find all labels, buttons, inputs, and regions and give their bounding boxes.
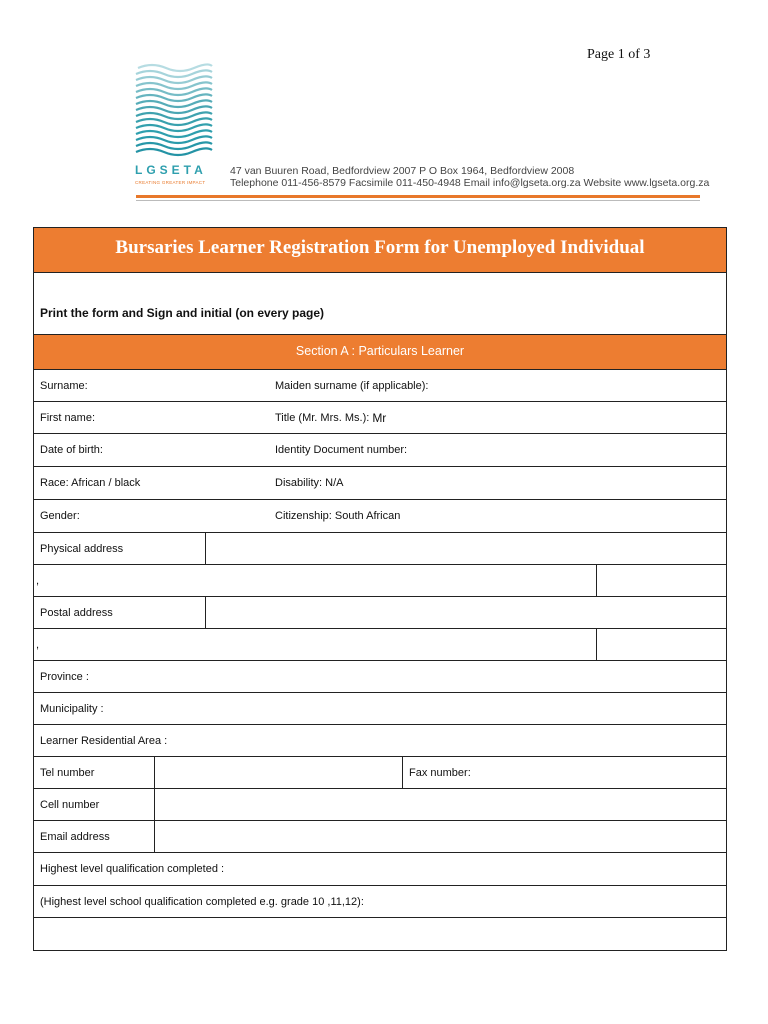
first-name-row [34,401,726,433]
email-row [34,820,726,852]
tel-label: Tel number [40,766,95,779]
title-value: Mr [372,410,387,425]
school-qualification-input-row [34,917,726,950]
section-a-header: Section A : Particulars Learner [34,334,726,369]
registration-form [33,227,727,951]
municipality-row [34,692,726,724]
physical-address-label: Physical address [40,542,124,555]
address-line: 47 van Buuren Road, Bedfordview 2007 P O Box 1964, Bedfordview 2008 [230,165,575,177]
postal-address-row [34,596,726,628]
municipality-label[interactable]: Municipality : [40,702,104,715]
gender-label[interactable]: Gender: [40,510,80,522]
cell-input[interactable] [154,789,726,820]
cell-row [34,788,726,820]
dob-label[interactable]: Date of birth: [40,444,103,456]
disability-label[interactable]: Disability: N/A [275,477,344,489]
instruction-row [34,272,726,334]
email-label: Email address [40,830,110,843]
postal-address-cont[interactable]: , [36,638,40,651]
form-title: Bursaries Learner Registration Form for Unemployed Individual [34,228,726,272]
header-rule-orange [136,195,700,198]
physical-code-input[interactable] [596,565,726,596]
postal-address-input[interactable] [205,597,726,628]
email-input[interactable] [154,821,726,852]
residential-area-row [34,724,726,756]
title-field[interactable] [269,402,726,433]
province-row [34,660,726,692]
surname-row [34,369,726,401]
lgseta-logo [132,60,214,200]
school-qualification-input[interactable] [34,918,726,950]
wave-logo-icon [132,60,214,160]
dob-row [34,433,726,466]
surname-label[interactable]: Surname: [40,379,88,392]
highest-qualification-label[interactable]: Highest level qualification completed : [40,863,225,875]
tel-input[interactable] [154,757,402,788]
logo-tagline: CREATING GREATER IMPACT [135,180,206,185]
instruction-text: Print the form and Sign and initial (on every page) [40,306,325,320]
postal-address-cont-row [34,628,726,660]
postal-code-input[interactable] [596,629,726,660]
residential-area-label[interactable]: Learner Residential Area : [40,734,168,747]
highest-qualification-row [34,852,726,885]
province-label[interactable]: Province : [40,670,89,683]
maiden-surname-label[interactable]: Maiden surname (if applicable): [275,379,429,392]
contact-line: Telephone 011-456-8579 Facsimile 011-450-4948 Email info@lgseta.org.za Website www.lgseta.org.za [230,177,710,189]
school-qualification-label: (Highest level school qualification completed e.g. grade 10 ,11,12): [40,895,364,908]
header-rule-gray [136,200,700,201]
tel-row [34,756,726,788]
first-name-label[interactable]: First name: [40,411,96,424]
citizenship-label[interactable]: Citizenship: South African [275,510,401,522]
title-label: Title (Mr. Mrs. Ms.): [275,411,370,424]
gender-row [34,499,726,532]
physical-address-cont-row [34,564,726,596]
physical-address-row [34,532,726,564]
postal-address-label: Postal address [40,606,113,619]
page-number: Page 1 of 3 [587,47,651,62]
race-row [34,466,726,499]
cell-label: Cell number [40,798,100,811]
race-label[interactable]: Race: African / black [40,477,141,489]
fax-label[interactable]: Fax number: [402,757,726,788]
physical-address-input[interactable] [205,533,726,564]
id-number-label[interactable]: Identity Document number: [275,444,408,456]
logo-wordmark: LGSETA [135,163,207,177]
physical-address-cont[interactable]: , [36,574,40,587]
school-qualification-row [34,885,726,917]
